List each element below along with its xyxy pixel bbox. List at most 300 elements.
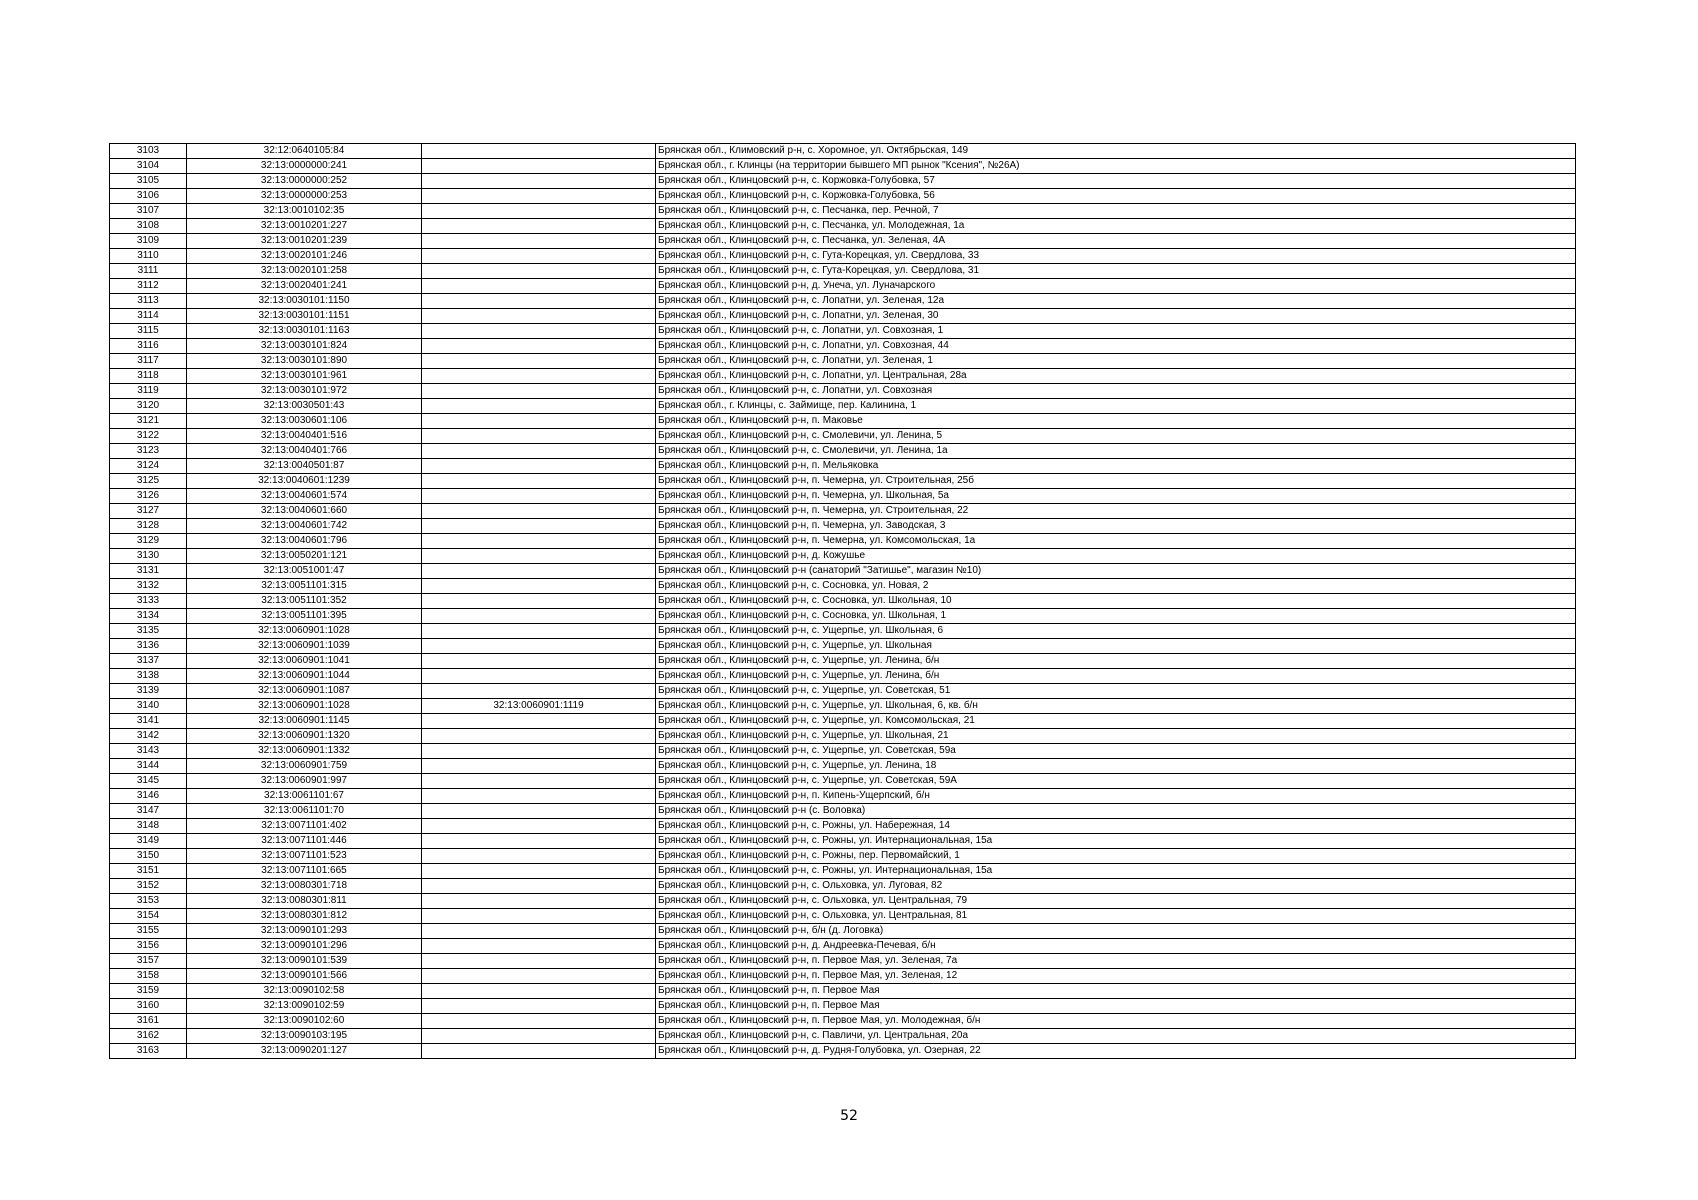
cadastral-number-cell: 32:13:0090102:58 xyxy=(187,984,422,999)
related-cadastral-number-cell xyxy=(422,234,656,249)
cadastral-number-cell: 32:13:0080301:718 xyxy=(187,879,422,894)
row-number-cell: 3159 xyxy=(110,984,187,999)
row-number-cell: 3151 xyxy=(110,864,187,879)
row-number-cell: 3142 xyxy=(110,729,187,744)
related-cadastral-number-cell xyxy=(422,879,656,894)
row-number-cell: 3146 xyxy=(110,789,187,804)
address-cell: Брянская обл., Клинцовский р-н, с. Коржовка-Голубовка, 57 xyxy=(656,174,1576,189)
cadastral-number-cell: 32:13:0060901:1028 xyxy=(187,624,422,639)
table-row xyxy=(110,879,1576,894)
address-cell: Брянская обл., Клинцовский р-н, с. Рожны, пер. Первомайский, 1 xyxy=(656,849,1576,864)
table-row xyxy=(110,339,1576,354)
address-cell: Брянская обл., Клинцовский р-н (санаторий "Затишье", магазин №10) xyxy=(656,564,1576,579)
address-cell: Брянская обл., Клинцовский р-н, с. Ущерпье, ул. Ленина, 18 xyxy=(656,759,1576,774)
row-number-cell: 3117 xyxy=(110,354,187,369)
address-cell: Брянская обл., Клинцовский р-н, п. Чемерна, ул. Школьная, 5а xyxy=(656,489,1576,504)
cadastral-number-cell: 32:13:0090102:59 xyxy=(187,999,422,1014)
related-cadastral-number-cell xyxy=(422,624,656,639)
address-cell: Брянская обл., Климовский р-н, с. Хоромное, ул. Октябрьская, 149 xyxy=(656,144,1576,159)
cadastral-number-cell: 32:13:0030101:1150 xyxy=(187,294,422,309)
table-row xyxy=(110,1029,1576,1044)
cadastral-number-cell: 32:13:0061101:70 xyxy=(187,804,422,819)
related-cadastral-number-cell: 32:13:0060901:1119 xyxy=(422,699,656,714)
row-number-cell: 3134 xyxy=(110,609,187,624)
address-cell: Брянская обл., Клинцовский р-н, д. Андреевка-Печевая, б/н xyxy=(656,939,1576,954)
cadastral-number-cell: 32:13:0010201:227 xyxy=(187,219,422,234)
address-cell: Брянская обл., Клинцовский р-н, с. Лопатни, ул. Совхозная, 1 xyxy=(656,324,1576,339)
property-table xyxy=(109,143,1576,1059)
address-cell: Брянская обл., Клинцовский р-н, с. Сосновка, ул. Школьная, 10 xyxy=(656,594,1576,609)
address-cell: Брянская обл., Клинцовский р-н, с. Песчанка, пер. Речной, 7 xyxy=(656,204,1576,219)
row-number-cell: 3139 xyxy=(110,684,187,699)
address-cell: Брянская обл., Клинцовский р-н, с. Ущерпье, ул. Школьная xyxy=(656,639,1576,654)
related-cadastral-number-cell xyxy=(422,984,656,999)
cadastral-number-cell: 32:12:0640105:84 xyxy=(187,144,422,159)
row-number-cell: 3106 xyxy=(110,189,187,204)
row-number-cell: 3129 xyxy=(110,534,187,549)
table-row xyxy=(110,534,1576,549)
related-cadastral-number-cell xyxy=(422,264,656,279)
cadastral-number-cell: 32:13:0051101:395 xyxy=(187,609,422,624)
address-cell: Брянская обл., Клинцовский р-н, п. Чемерна, ул. Строительная, 25б xyxy=(656,474,1576,489)
address-cell: Брянская обл., Клинцовский р-н, п. Чемерна, ул. Строительная, 22 xyxy=(656,504,1576,519)
cadastral-number-cell: 32:13:0051101:352 xyxy=(187,594,422,609)
related-cadastral-number-cell xyxy=(422,924,656,939)
address-cell: Брянская обл., Клинцовский р-н, с. Ущерпье, ул. Школьная, 6, кв. б/н xyxy=(656,699,1576,714)
table-row xyxy=(110,489,1576,504)
address-cell: Брянская обл., Клинцовский р-н, с. Ольховка, ул. Центральная, 79 xyxy=(656,894,1576,909)
related-cadastral-number-cell xyxy=(422,999,656,1014)
related-cadastral-number-cell xyxy=(422,954,656,969)
row-number-cell: 3103 xyxy=(110,144,187,159)
table-row xyxy=(110,759,1576,774)
row-number-cell: 3157 xyxy=(110,954,187,969)
table-row xyxy=(110,699,1576,714)
table-row xyxy=(110,309,1576,324)
related-cadastral-number-cell xyxy=(422,489,656,504)
related-cadastral-number-cell xyxy=(422,204,656,219)
row-number-cell: 3113 xyxy=(110,294,187,309)
row-number-cell: 3112 xyxy=(110,279,187,294)
cadastral-number-cell: 32:13:0090101:539 xyxy=(187,954,422,969)
row-number-cell: 3118 xyxy=(110,369,187,384)
cadastral-number-cell: 32:13:0030501:43 xyxy=(187,399,422,414)
related-cadastral-number-cell xyxy=(422,894,656,909)
address-cell: Брянская обл., Клинцовский р-н, п. Чемерна, ул. Комсомольская, 1а xyxy=(656,534,1576,549)
related-cadastral-number-cell xyxy=(422,579,656,594)
cadastral-number-cell: 32:13:0051001:47 xyxy=(187,564,422,579)
cadastral-number-cell: 32:13:0060901:1087 xyxy=(187,684,422,699)
table-row xyxy=(110,144,1576,159)
table-row xyxy=(110,939,1576,954)
table-row xyxy=(110,609,1576,624)
related-cadastral-number-cell xyxy=(422,804,656,819)
table-row xyxy=(110,249,1576,264)
table-row xyxy=(110,894,1576,909)
cadastral-number-cell: 32:13:0060901:1039 xyxy=(187,639,422,654)
address-cell: Брянская обл., Клинцовский р-н, с. Лопатни, ул. Зеленая, 12а xyxy=(656,294,1576,309)
cadastral-number-cell: 32:13:0020401:241 xyxy=(187,279,422,294)
address-cell: Брянская обл., Клинцовский р-н, с. Сосновка, ул. Новая, 2 xyxy=(656,579,1576,594)
table-row xyxy=(110,729,1576,744)
table-row xyxy=(110,474,1576,489)
row-number-cell: 3136 xyxy=(110,639,187,654)
address-cell: Брянская обл., Клинцовский р-н, д. Кожушье xyxy=(656,549,1576,564)
cadastral-number-cell: 32:13:0060901:1041 xyxy=(187,654,422,669)
address-cell: Брянская обл., Клинцовский р-н, п. Кипень-Ущерпский, б/н xyxy=(656,789,1576,804)
row-number-cell: 3125 xyxy=(110,474,187,489)
row-number-cell: 3152 xyxy=(110,879,187,894)
related-cadastral-number-cell xyxy=(422,219,656,234)
table-row xyxy=(110,384,1576,399)
row-number-cell: 3121 xyxy=(110,414,187,429)
address-cell: Брянская обл., Клинцовский р-н, п. Первое Мая xyxy=(656,984,1576,999)
related-cadastral-number-cell xyxy=(422,354,656,369)
address-cell: Брянская обл., Клинцовский р-н, с. Ущерпье, ул. Советская, 59а xyxy=(656,744,1576,759)
row-number-cell: 3140 xyxy=(110,699,187,714)
table-row xyxy=(110,459,1576,474)
row-number-cell: 3133 xyxy=(110,594,187,609)
cadastral-number-cell: 32:13:0040401:516 xyxy=(187,429,422,444)
table-row xyxy=(110,999,1576,1014)
address-cell: Брянская обл., Клинцовский р-н, с. Песчанка, ул. Молодежная, 1а xyxy=(656,219,1576,234)
cadastral-number-cell: 32:13:0060901:1145 xyxy=(187,714,422,729)
address-cell: Брянская обл., Клинцовский р-н, с. Ущерпье, ул. Советская, 51 xyxy=(656,684,1576,699)
table-row xyxy=(110,639,1576,654)
related-cadastral-number-cell xyxy=(422,744,656,759)
related-cadastral-number-cell xyxy=(422,594,656,609)
related-cadastral-number-cell xyxy=(422,474,656,489)
related-cadastral-number-cell xyxy=(422,714,656,729)
table-row xyxy=(110,654,1576,669)
cadastral-number-cell: 32:13:0030101:890 xyxy=(187,354,422,369)
cadastral-number-cell: 32:13:0071101:523 xyxy=(187,849,422,864)
cadastral-number-cell: 32:13:0040501:87 xyxy=(187,459,422,474)
table-row xyxy=(110,579,1576,594)
table-row xyxy=(110,504,1576,519)
table-row xyxy=(110,909,1576,924)
cadastral-number-cell: 32:13:0060901:759 xyxy=(187,759,422,774)
table-row xyxy=(110,834,1576,849)
row-number-cell: 3160 xyxy=(110,999,187,1014)
cadastral-number-cell: 32:13:0080301:811 xyxy=(187,894,422,909)
cadastral-number-cell: 32:13:0010201:239 xyxy=(187,234,422,249)
table-row xyxy=(110,264,1576,279)
cadastral-number-cell: 32:13:0060901:1320 xyxy=(187,729,422,744)
table-row xyxy=(110,549,1576,564)
row-number-cell: 3155 xyxy=(110,924,187,939)
related-cadastral-number-cell xyxy=(422,504,656,519)
address-cell: Брянская обл., Клинцовский р-н, с. Коржовка-Голубовка, 56 xyxy=(656,189,1576,204)
address-cell: Брянская обл., Клинцовский р-н, с. Лопатни, ул. Центральная, 28а xyxy=(656,369,1576,384)
table-row xyxy=(110,774,1576,789)
row-number-cell: 3115 xyxy=(110,324,187,339)
related-cadastral-number-cell xyxy=(422,654,656,669)
table-row xyxy=(110,849,1576,864)
cadastral-number-cell: 32:13:0040601:796 xyxy=(187,534,422,549)
address-cell: Брянская обл., Клинцовский р-н, с. Ущерпье, ул. Ленина, б/н xyxy=(656,654,1576,669)
address-cell: Брянская обл., Клинцовский р-н, с. Смолевичи, ул. Ленина, 5 xyxy=(656,429,1576,444)
related-cadastral-number-cell xyxy=(422,939,656,954)
row-number-cell: 3120 xyxy=(110,399,187,414)
row-number-cell: 3130 xyxy=(110,549,187,564)
row-number-cell: 3104 xyxy=(110,159,187,174)
address-cell: Брянская обл., Клинцовский р-н, с. Ущерпье, ул. Школьная, 6 xyxy=(656,624,1576,639)
cadastral-number-cell: 32:13:0060901:1044 xyxy=(187,669,422,684)
table-row xyxy=(110,354,1576,369)
address-cell: Брянская обл., Клинцовский р-н, с. Ущерпье, ул. Ленина, б/н xyxy=(656,669,1576,684)
row-number-cell: 3138 xyxy=(110,669,187,684)
row-number-cell: 3144 xyxy=(110,759,187,774)
table-row xyxy=(110,924,1576,939)
table-row xyxy=(110,444,1576,459)
related-cadastral-number-cell xyxy=(422,864,656,879)
row-number-cell: 3156 xyxy=(110,939,187,954)
address-cell: Брянская обл., Клинцовский р-н, с. Рожны, ул. Интернациональная, 15а xyxy=(656,834,1576,849)
table-row xyxy=(110,714,1576,729)
table-row xyxy=(110,294,1576,309)
address-cell: Брянская обл., Клинцовский р-н, с. Рожны, ул. Интернациональная, 15а xyxy=(656,864,1576,879)
address-cell: Брянская обл., Клинцовский р-н, с. Гута-Корецкая, ул. Свердлова, 31 xyxy=(656,264,1576,279)
address-cell: Брянская обл., Клинцовский р-н, с. Ольховка, ул. Луговая, 82 xyxy=(656,879,1576,894)
address-cell: Брянская обл., Клинцовский р-н, п. Первое Мая, ул. Молодежная, б/н xyxy=(656,1014,1576,1029)
related-cadastral-number-cell xyxy=(422,849,656,864)
related-cadastral-number-cell xyxy=(422,459,656,474)
address-cell: Брянская обл., Клинцовский р-н, с. Павличи, ул. Центральная, 20а xyxy=(656,1029,1576,1044)
related-cadastral-number-cell xyxy=(422,414,656,429)
related-cadastral-number-cell xyxy=(422,189,656,204)
address-cell: Брянская обл., Клинцовский р-н, п. Мельяковка xyxy=(656,459,1576,474)
row-number-cell: 3154 xyxy=(110,909,187,924)
related-cadastral-number-cell xyxy=(422,249,656,264)
row-number-cell: 3108 xyxy=(110,219,187,234)
cadastral-number-cell: 32:13:0050201:121 xyxy=(187,549,422,564)
address-cell: Брянская обл., Клинцовский р-н, с. Смолевичи, ул. Ленина, 1а xyxy=(656,444,1576,459)
cadastral-number-cell: 32:13:0051101:315 xyxy=(187,579,422,594)
related-cadastral-number-cell xyxy=(422,639,656,654)
cadastral-number-cell: 32:13:0040601:742 xyxy=(187,519,422,534)
cadastral-number-cell: 32:13:0040601:660 xyxy=(187,504,422,519)
address-cell: Брянская обл., Клинцовский р-н, п. Маковье xyxy=(656,414,1576,429)
table-row xyxy=(110,219,1576,234)
address-cell: Брянская обл., Клинцовский р-н, с. Лопатни, ул. Зеленая, 30 xyxy=(656,309,1576,324)
table-row xyxy=(110,804,1576,819)
related-cadastral-number-cell xyxy=(422,729,656,744)
address-cell: Брянская обл., Клинцовский р-н, п. Первое Мая, ул. Зеленая, 7а xyxy=(656,954,1576,969)
cadastral-number-cell: 32:13:0090102:60 xyxy=(187,1014,422,1029)
row-number-cell: 3147 xyxy=(110,804,187,819)
table-row xyxy=(110,684,1576,699)
table-body xyxy=(110,144,1576,1059)
table-row xyxy=(110,789,1576,804)
related-cadastral-number-cell xyxy=(422,789,656,804)
row-number-cell: 3126 xyxy=(110,489,187,504)
row-number-cell: 3116 xyxy=(110,339,187,354)
related-cadastral-number-cell xyxy=(422,309,656,324)
address-cell: Брянская обл., Клинцовский р-н, с. Лопатни, ул. Совхозная xyxy=(656,384,1576,399)
related-cadastral-number-cell xyxy=(422,339,656,354)
cadastral-number-cell: 32:13:0030101:972 xyxy=(187,384,422,399)
address-cell: Брянская обл., Клинцовский р-н, с. Гута-Корецкая, ул. Свердлова, 33 xyxy=(656,249,1576,264)
table-row xyxy=(110,399,1576,414)
row-number-cell: 3119 xyxy=(110,384,187,399)
address-cell: Брянская обл., Клинцовский р-н, п. Первое Мая xyxy=(656,999,1576,1014)
table-row xyxy=(110,669,1576,684)
cadastral-number-cell: 32:13:0000000:241 xyxy=(187,159,422,174)
related-cadastral-number-cell xyxy=(422,969,656,984)
address-cell: Брянская обл., Клинцовский р-н (с. Воловка) xyxy=(656,804,1576,819)
cadastral-number-cell: 32:13:0040401:766 xyxy=(187,444,422,459)
address-cell: Брянская обл., Клинцовский р-н, с. Рожны, ул. Набережная, 14 xyxy=(656,819,1576,834)
table-row xyxy=(110,969,1576,984)
row-number-cell: 3123 xyxy=(110,444,187,459)
table-row xyxy=(110,234,1576,249)
address-cell: Брянская обл., Клинцовский р-н, с. Ущерпье, ул. Комсомольская, 21 xyxy=(656,714,1576,729)
row-number-cell: 3145 xyxy=(110,774,187,789)
row-number-cell: 3110 xyxy=(110,249,187,264)
row-number-cell: 3150 xyxy=(110,849,187,864)
table-row xyxy=(110,1014,1576,1029)
address-cell: Брянская обл., Клинцовский р-н, с. Ольховка, ул. Центральная, 81 xyxy=(656,909,1576,924)
related-cadastral-number-cell xyxy=(422,774,656,789)
address-cell: Брянская обл., Клинцовский р-н, с. Песчанка, ул. Зеленая, 4А xyxy=(656,234,1576,249)
address-cell: Брянская обл., Клинцовский р-н, п. Чемерна, ул. Заводская, 3 xyxy=(656,519,1576,534)
address-cell: Брянская обл., Клинцовский р-н, с. Ущерпье, ул. Школьная, 21 xyxy=(656,729,1576,744)
related-cadastral-number-cell xyxy=(422,549,656,564)
table-row xyxy=(110,744,1576,759)
address-cell: Брянская обл., Клинцовский р-н, д. Рудня-Голубовка, ул. Озерная, 22 xyxy=(656,1044,1576,1059)
cadastral-number-cell: 32:13:0010102:35 xyxy=(187,204,422,219)
related-cadastral-number-cell xyxy=(422,834,656,849)
cadastral-number-cell: 32:13:0030101:961 xyxy=(187,369,422,384)
cadastral-number-cell: 32:13:0040601:574 xyxy=(187,489,422,504)
address-cell: Брянская обл., Клинцовский р-н, п. Первое Мая, ул. Зеленая, 12 xyxy=(656,969,1576,984)
cadastral-number-cell: 32:13:0090101:566 xyxy=(187,969,422,984)
row-number-cell: 3161 xyxy=(110,1014,187,1029)
table-row xyxy=(110,864,1576,879)
cadastral-number-cell: 32:13:0060901:1332 xyxy=(187,744,422,759)
address-cell: Брянская обл., Клинцовский р-н, с. Лопатни, ул. Зеленая, 1 xyxy=(656,354,1576,369)
related-cadastral-number-cell xyxy=(422,369,656,384)
row-number-cell: 3114 xyxy=(110,309,187,324)
row-number-cell: 3124 xyxy=(110,459,187,474)
row-number-cell: 3128 xyxy=(110,519,187,534)
table-row xyxy=(110,519,1576,534)
cadastral-number-cell: 32:13:0071101:665 xyxy=(187,864,422,879)
address-cell: Брянская обл., Клинцовский р-н, с. Ущерпье, ул. Советская, 59А xyxy=(656,774,1576,789)
related-cadastral-number-cell xyxy=(422,564,656,579)
cadastral-number-cell: 32:13:0090101:296 xyxy=(187,939,422,954)
row-number-cell: 3153 xyxy=(110,894,187,909)
related-cadastral-number-cell xyxy=(422,144,656,159)
page-number: 52 xyxy=(840,1108,858,1124)
table-row xyxy=(110,429,1576,444)
related-cadastral-number-cell xyxy=(422,399,656,414)
cadastral-number-cell: 32:13:0000000:252 xyxy=(187,174,422,189)
cadastral-number-cell: 32:13:0030601:106 xyxy=(187,414,422,429)
related-cadastral-number-cell xyxy=(422,759,656,774)
related-cadastral-number-cell xyxy=(422,159,656,174)
related-cadastral-number-cell xyxy=(422,174,656,189)
related-cadastral-number-cell xyxy=(422,1044,656,1059)
related-cadastral-number-cell xyxy=(422,1029,656,1044)
related-cadastral-number-cell xyxy=(422,534,656,549)
row-number-cell: 3107 xyxy=(110,204,187,219)
cadastral-number-cell: 32:13:0020101:246 xyxy=(187,249,422,264)
cadastral-number-cell: 32:13:0061101:67 xyxy=(187,789,422,804)
cadastral-number-cell: 32:13:0090101:293 xyxy=(187,924,422,939)
cadastral-number-cell: 32:13:0030101:1151 xyxy=(187,309,422,324)
table-row xyxy=(110,324,1576,339)
row-number-cell: 3135 xyxy=(110,624,187,639)
cadastral-number-cell: 32:13:0030101:1163 xyxy=(187,324,422,339)
cadastral-number-cell: 32:13:0090103:195 xyxy=(187,1029,422,1044)
related-cadastral-number-cell xyxy=(422,324,656,339)
row-number-cell: 3163 xyxy=(110,1044,187,1059)
address-cell: Брянская обл., Клинцовский р-н, с. Сосновка, ул. Школьная, 1 xyxy=(656,609,1576,624)
table-row xyxy=(110,984,1576,999)
table-row xyxy=(110,369,1576,384)
table-row xyxy=(110,624,1576,639)
row-number-cell: 3132 xyxy=(110,579,187,594)
related-cadastral-number-cell xyxy=(422,429,656,444)
related-cadastral-number-cell xyxy=(422,294,656,309)
related-cadastral-number-cell xyxy=(422,279,656,294)
address-cell: Брянская обл., г. Клинцы (на территории бывшего МП рынок "Ксения", №26А) xyxy=(656,159,1576,174)
cadastral-number-cell: 32:13:0060901:1028 xyxy=(187,699,422,714)
table-row xyxy=(110,189,1576,204)
row-number-cell: 3149 xyxy=(110,834,187,849)
table-row xyxy=(110,564,1576,579)
table-row xyxy=(110,954,1576,969)
row-number-cell: 3105 xyxy=(110,174,187,189)
related-cadastral-number-cell xyxy=(422,684,656,699)
row-number-cell: 3162 xyxy=(110,1029,187,1044)
cadastral-number-cell: 32:13:0040601:1239 xyxy=(187,474,422,489)
row-number-cell: 3143 xyxy=(110,744,187,759)
related-cadastral-number-cell xyxy=(422,669,656,684)
row-number-cell: 3148 xyxy=(110,819,187,834)
cadastral-number-cell: 32:13:0020101:258 xyxy=(187,264,422,279)
address-cell: Брянская обл., г. Клинцы, с. Займище, пер. Калинина, 1 xyxy=(656,399,1576,414)
address-cell: Брянская обл., Клинцовский р-н, д. Унеча, ул. Луначарского xyxy=(656,279,1576,294)
related-cadastral-number-cell xyxy=(422,909,656,924)
table-row xyxy=(110,174,1576,189)
cadastral-number-cell: 32:13:0030101:824 xyxy=(187,339,422,354)
table-row xyxy=(110,1044,1576,1059)
related-cadastral-number-cell xyxy=(422,1014,656,1029)
cadastral-number-cell: 32:13:0071101:402 xyxy=(187,819,422,834)
table-row xyxy=(110,159,1576,174)
table-row xyxy=(110,279,1576,294)
row-number-cell: 3137 xyxy=(110,654,187,669)
cadastral-number-cell: 32:13:0071101:446 xyxy=(187,834,422,849)
row-number-cell: 3109 xyxy=(110,234,187,249)
row-number-cell: 3141 xyxy=(110,714,187,729)
cadastral-number-cell: 32:13:0080301:812 xyxy=(187,909,422,924)
table-row xyxy=(110,594,1576,609)
address-cell: Брянская обл., Клинцовский р-н, с. Лопатни, ул. Совхозная, 44 xyxy=(656,339,1576,354)
related-cadastral-number-cell xyxy=(422,819,656,834)
row-number-cell: 3131 xyxy=(110,564,187,579)
row-number-cell: 3158 xyxy=(110,969,187,984)
cadastral-number-cell: 32:13:0090201:127 xyxy=(187,1044,422,1059)
row-number-cell: 3111 xyxy=(110,264,187,279)
related-cadastral-number-cell xyxy=(422,519,656,534)
related-cadastral-number-cell xyxy=(422,609,656,624)
table-row xyxy=(110,204,1576,219)
table-row xyxy=(110,414,1576,429)
